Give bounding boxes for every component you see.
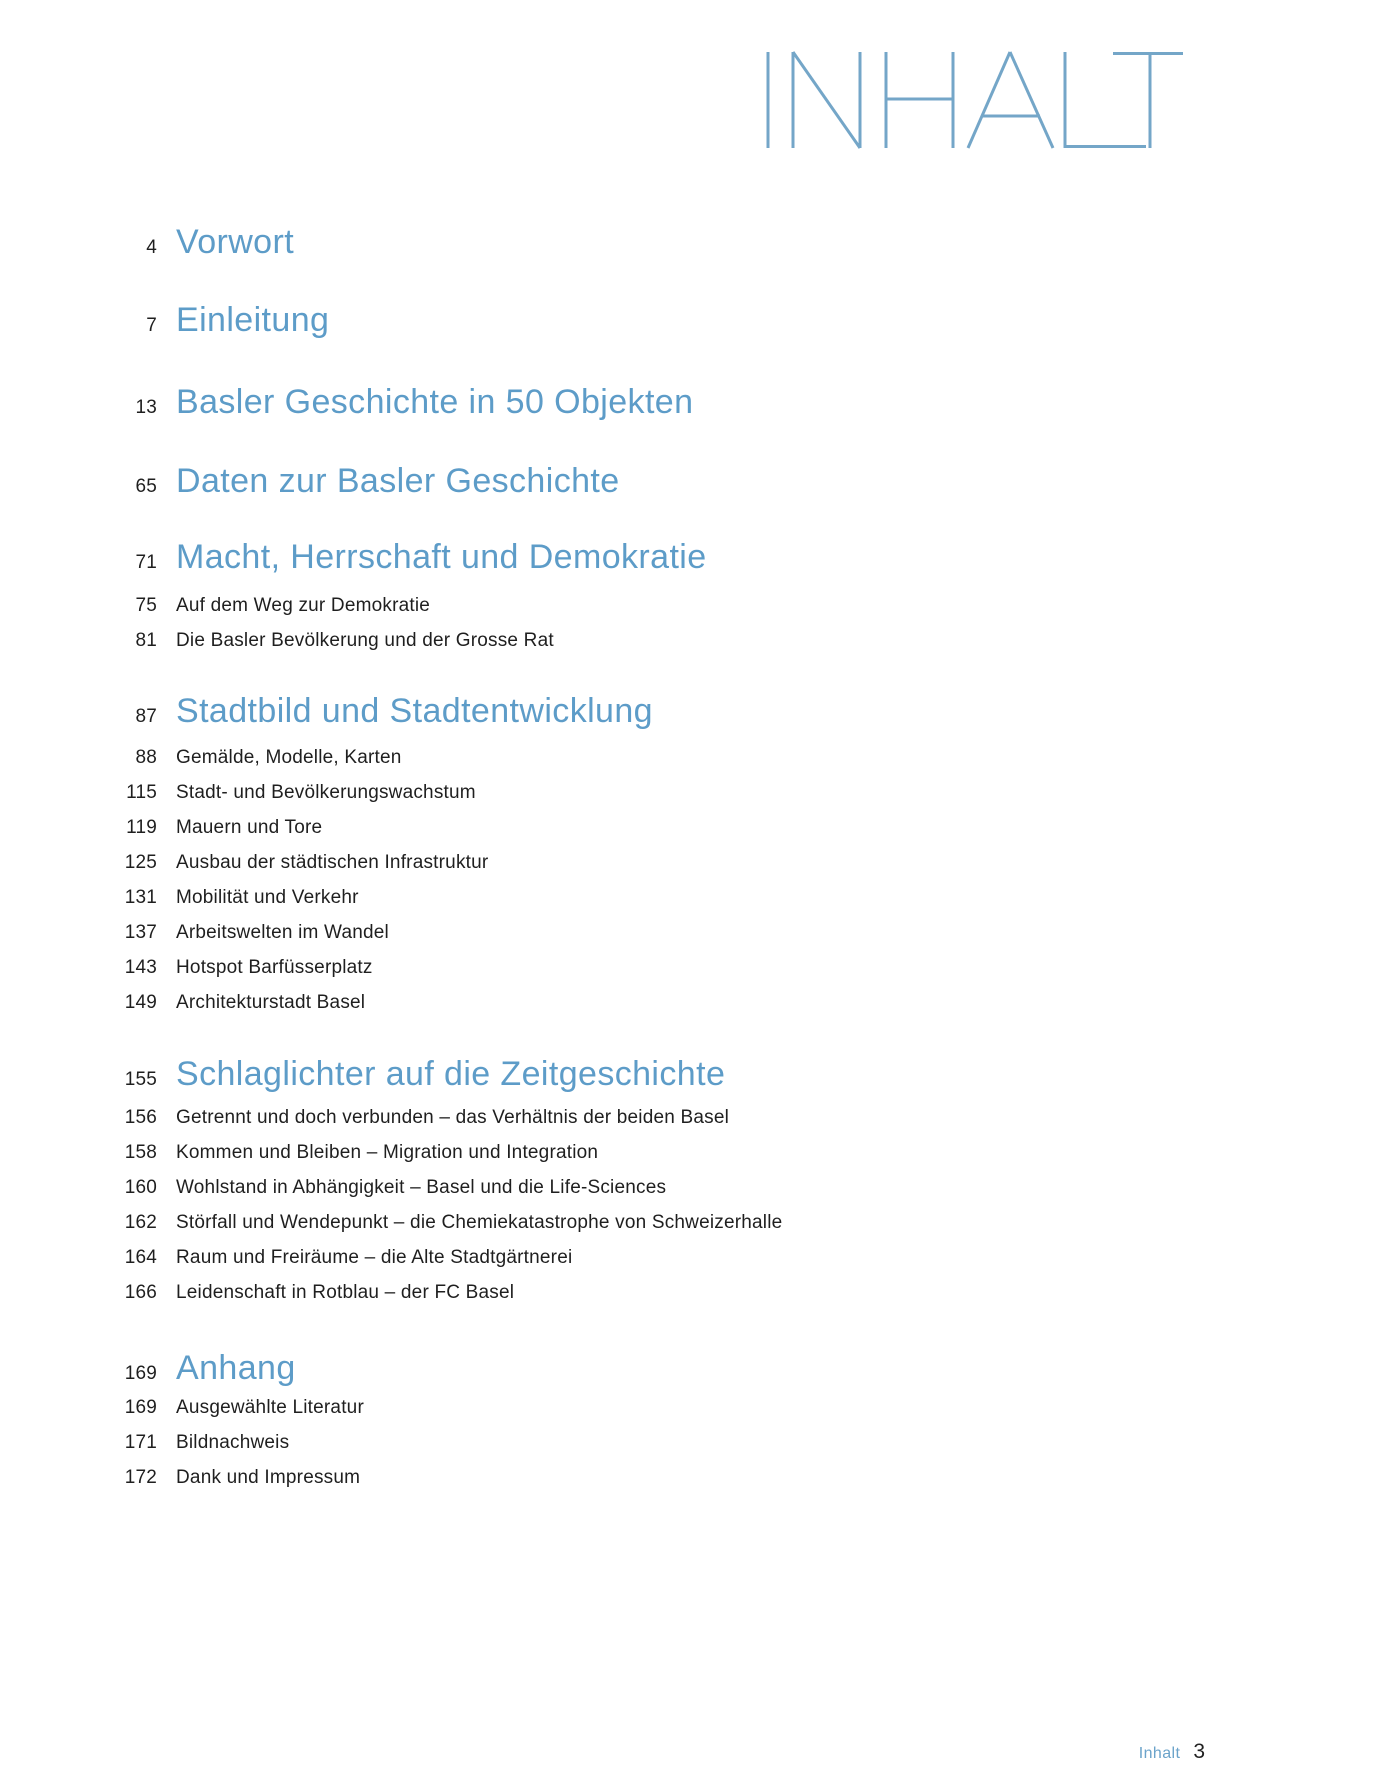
page-number: 149 bbox=[124, 992, 157, 1013]
page-number: 171 bbox=[124, 1432, 157, 1453]
page-number: 87 bbox=[135, 706, 157, 727]
entry-title: Mobilität und Verkehr bbox=[176, 887, 359, 908]
entry-title: Getrennt und doch verbunden – das Verhältnis der beiden Basel bbox=[176, 1107, 730, 1128]
entry-title: Architekturstadt Basel bbox=[176, 992, 366, 1013]
entry-title: Mauern und Tore bbox=[176, 817, 323, 838]
page-number: 65 bbox=[135, 476, 157, 497]
page-number: 164 bbox=[124, 1247, 157, 1268]
entry-title: Raum und Freiräume – die Alte Stadtgärtnerei bbox=[176, 1247, 573, 1268]
page-number: 115 bbox=[126, 782, 157, 803]
entry-title: Auf dem Weg zur Demokratie bbox=[176, 595, 431, 616]
toc-row bbox=[60, 1283, 514, 1302]
page-number: 169 bbox=[124, 1363, 157, 1384]
section-title: Basler Geschichte in 50 Objekten bbox=[176, 383, 694, 421]
section-title: Stadtbild und Stadtentwicklung bbox=[176, 692, 653, 730]
page-number: 137 bbox=[124, 922, 157, 943]
footer-section-label: Inhalt bbox=[1138, 1745, 1181, 1762]
toc-row bbox=[60, 694, 653, 728]
toc-row bbox=[60, 1248, 572, 1267]
page-number: 125 bbox=[124, 852, 157, 873]
toc-row bbox=[60, 818, 322, 837]
entry-title: Hotspot Barfüsserplatz bbox=[176, 957, 373, 978]
entry-title: Störfall und Wendepunkt – die Chemiekatastrophe von Schweizerhalle bbox=[176, 1212, 783, 1233]
page-number: 13 bbox=[135, 397, 157, 418]
entry-title: Ausbau der städtischen Infrastruktur bbox=[176, 852, 489, 873]
entry-title: Stadt- und Bevölkerungswachstum bbox=[176, 782, 476, 803]
entry-title: Gemälde, Modelle, Karten bbox=[176, 747, 402, 768]
section-title: Schlaglichter auf die Zeitgeschichte bbox=[176, 1055, 726, 1093]
toc-row bbox=[60, 853, 488, 872]
toc-row bbox=[60, 1108, 729, 1127]
page-number: 166 bbox=[124, 1282, 157, 1303]
entry-title: Dank und Impressum bbox=[176, 1467, 361, 1488]
toc-row bbox=[60, 385, 693, 419]
page-number: 7 bbox=[146, 315, 157, 336]
page-footer bbox=[1139, 1741, 1205, 1762]
page-number: 4 bbox=[146, 237, 157, 258]
toc-row bbox=[60, 1468, 360, 1487]
section-title: Vorwort bbox=[176, 223, 295, 261]
toc-row bbox=[60, 958, 373, 977]
toc-row bbox=[60, 923, 389, 942]
page-number: 131 bbox=[124, 887, 157, 908]
page-number: 143 bbox=[124, 957, 157, 978]
entry-title: Die Basler Bevölkerung und der Grosse Rat bbox=[176, 630, 554, 651]
section-title: Anhang bbox=[176, 1349, 296, 1387]
toc-row bbox=[60, 1143, 598, 1162]
page-number: 160 bbox=[124, 1177, 157, 1198]
toc-row bbox=[60, 464, 620, 498]
entry-title: Leidenschaft in Rotblau – der FC Basel bbox=[176, 1282, 515, 1303]
page-number: 71 bbox=[135, 552, 157, 573]
footer-page-number: 3 bbox=[1193, 1740, 1205, 1763]
entry-title: Ausgewählte Literatur bbox=[176, 1397, 364, 1418]
toc-row bbox=[60, 1398, 364, 1417]
section-title: Macht, Herrschaft und Demokratie bbox=[176, 538, 707, 576]
toc-row bbox=[60, 540, 707, 574]
toc-row bbox=[60, 1351, 296, 1385]
toc-row bbox=[60, 225, 294, 259]
toc-row bbox=[60, 748, 402, 767]
toc-row bbox=[60, 1213, 782, 1232]
page-number: 88 bbox=[135, 747, 157, 768]
entry-title: Wohlstand in Abhängigkeit – Basel und die Life-Sciences bbox=[176, 1177, 667, 1198]
page-number: 172 bbox=[124, 1467, 157, 1488]
inhalt-logo bbox=[0, 0, 1400, 200]
section-title: Einleitung bbox=[176, 301, 330, 339]
toc-row bbox=[60, 1178, 666, 1197]
page-number: 169 bbox=[124, 1397, 157, 1418]
toc-row bbox=[60, 783, 476, 802]
toc-row bbox=[60, 1057, 725, 1091]
entry-title: Kommen und Bleiben – Migration und Integration bbox=[176, 1142, 599, 1163]
toc-row bbox=[60, 993, 365, 1012]
page-number: 119 bbox=[126, 817, 157, 838]
page-number: 162 bbox=[124, 1212, 157, 1233]
toc-row bbox=[60, 1433, 289, 1452]
toc-row bbox=[60, 888, 359, 907]
page-number: 155 bbox=[124, 1069, 157, 1090]
toc-row bbox=[60, 596, 430, 615]
page-number: 81 bbox=[135, 630, 157, 651]
toc-row bbox=[60, 631, 554, 650]
entry-title: Arbeitswelten im Wandel bbox=[176, 922, 389, 943]
entry-title: Bildnachweis bbox=[176, 1432, 290, 1453]
toc-row bbox=[60, 303, 329, 337]
page-number: 156 bbox=[124, 1107, 157, 1128]
section-title: Daten zur Basler Geschichte bbox=[176, 462, 620, 500]
page-number: 158 bbox=[124, 1142, 157, 1163]
page-number: 75 bbox=[135, 595, 157, 616]
